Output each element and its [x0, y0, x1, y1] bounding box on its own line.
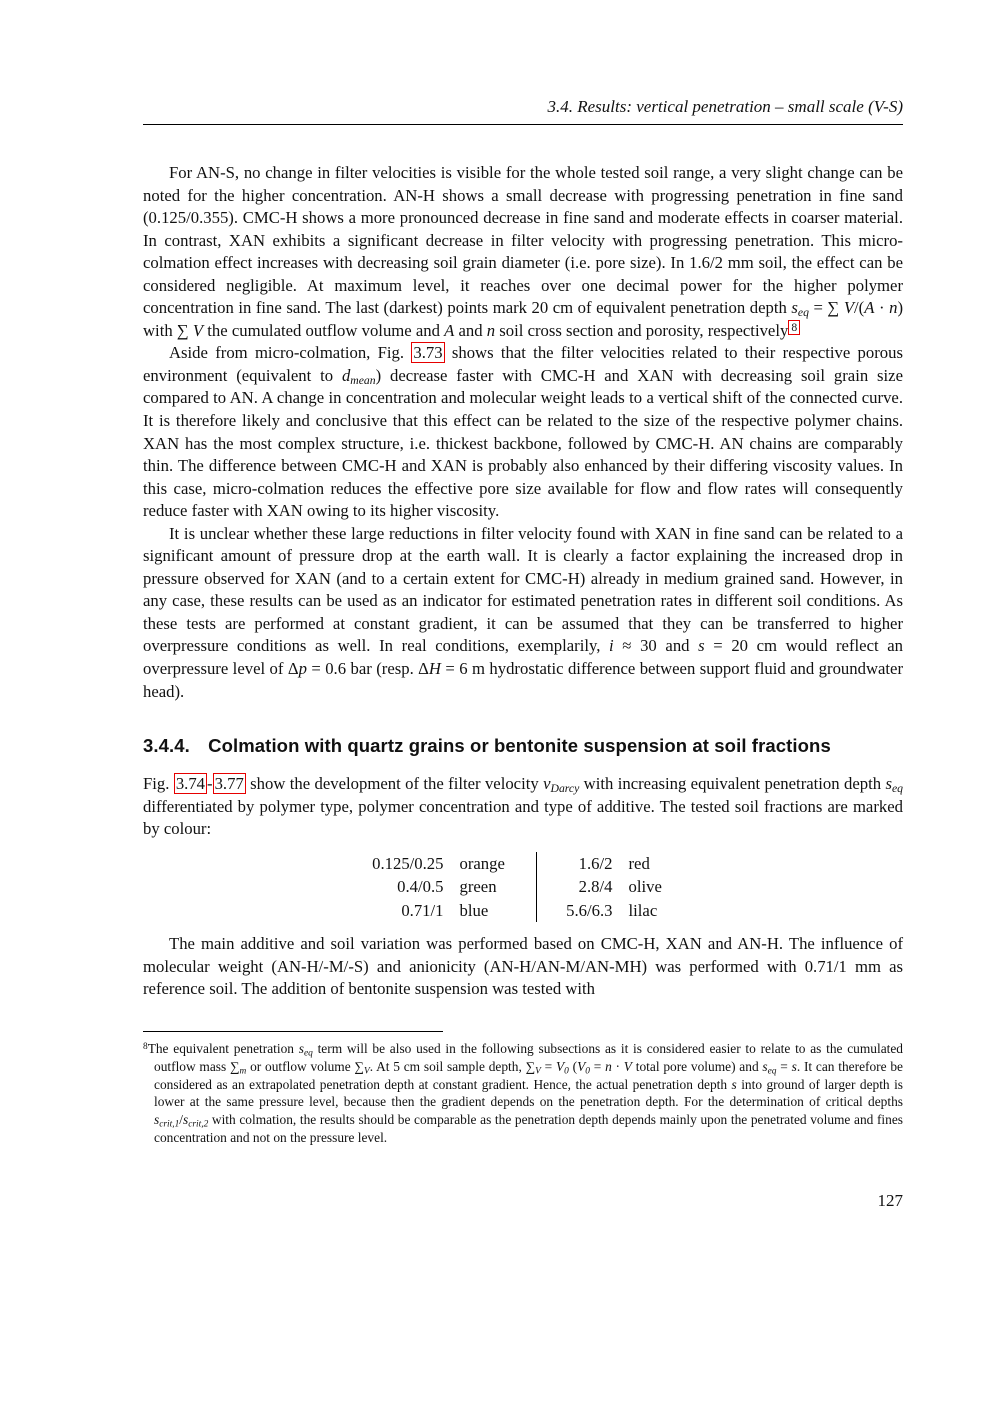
- text-segment: Aside from micro-colmation, Fig.: [169, 343, 412, 363]
- text-segment: m: [239, 1066, 247, 1077]
- text-segment: V: [577, 1058, 586, 1074]
- text-segment: V: [535, 1066, 541, 1077]
- text-segment: n: [889, 298, 898, 318]
- text-segment: s: [298, 1040, 304, 1056]
- table-row: [356, 852, 522, 876]
- text-segment: 0: [585, 1066, 590, 1077]
- text-segment: s: [885, 774, 892, 794]
- footnote-8: [143, 1040, 903, 1147]
- colour-name: green: [459, 877, 497, 897]
- text-segment: s: [154, 1112, 160, 1128]
- text-segment: soil cross section and porosity, respectively: [495, 320, 789, 340]
- figure-ref-link[interactable]: 3.73: [413, 343, 443, 363]
- fraction-table-left-column: [356, 852, 522, 923]
- fraction-range: 0.4/0.5: [397, 877, 444, 897]
- table-row: [356, 875, 522, 899]
- text-segment: differentiated by polymer type, polymer concentration and type of additive. The tested soil fractions are marked by colour:: [143, 796, 903, 839]
- text-segment: d: [341, 365, 351, 385]
- footnote-rule: [143, 1031, 443, 1032]
- text-segment: A: [444, 320, 455, 340]
- figure-ref-link[interactable]: 3.77: [214, 774, 244, 794]
- text-segment: eq: [767, 1066, 777, 1077]
- text-segment: with colmation, the results should be comparable as the penetration depth depends mainly upon the penetrated volume and fines concentration and not on the pressure level.: [154, 1112, 903, 1145]
- text-segment: and: [454, 320, 487, 340]
- colour-name: lilac: [628, 900, 658, 920]
- table-divider: [536, 852, 537, 923]
- text-segment: shows that the filter velocities related to their respective porous environment (equivalent to: [143, 343, 903, 385]
- paragraph-5: [143, 933, 903, 1001]
- text-segment: s: [791, 1058, 797, 1074]
- text-segment: s: [791, 298, 798, 318]
- table-row: [551, 875, 691, 899]
- text-segment: For AN-S, no change in filter velocities is visible for the whole tested soil range, a very slight change can be noted for the higher concentration. AN-H shows a small decrease with progressing penetration in fine sand (0.125/0.355). CMC-H shows a more pronounced decrease in fine sand and moderate effects in coarser material. In contrast, XAN exhibits a significant decrease in filter velocity with progressing penetration. This micro-colmation effect increases with decreasing soil grain diameter (i.e. pore size). In 1.6/2 mm soil, the effect can be considered negligible. At maximum level, it reaches over one decimal power for the higher polymer concentration in fine sand. The last (darkest) points mark 20 cm of equivalent penetration depth: [143, 163, 903, 318]
- text-segment: ≈ 30 and: [613, 636, 699, 656]
- text-segment: v: [543, 774, 551, 794]
- paragraph-4: [143, 773, 903, 841]
- soil-fraction-colour-table: [143, 852, 903, 923]
- fraction-table-right-column: [551, 852, 691, 923]
- text-segment: V: [192, 320, 204, 340]
- text-segment: s: [183, 1112, 189, 1128]
- text-segment: V: [555, 1058, 565, 1074]
- fraction-range: 1.6/2: [578, 853, 613, 873]
- paragraph-1: [143, 162, 903, 342]
- section-number: 3.4.4.: [143, 735, 190, 757]
- colour-name: blue: [459, 900, 489, 920]
- footnote-marker-link[interactable]: 8: [788, 320, 800, 335]
- content-column: [143, 97, 903, 1211]
- text-segment: . At 5 cm soil sample depth, ∑: [369, 1058, 536, 1074]
- text-segment: i: [609, 636, 614, 656]
- text-segment: ·: [874, 298, 890, 318]
- text-segment: s: [698, 636, 705, 656]
- colour-name: red: [628, 853, 650, 873]
- text-segment: into ground of larger depth is lower at the same pressure level, because then the gradient depends on the penetration depth. For the determination of critical depths: [154, 1076, 903, 1110]
- text-segment: =: [776, 1058, 792, 1074]
- table-row: [551, 852, 691, 876]
- text-segment: . It can therefore be considered as an extrapolated penetration depth at constant gradient. Hence, the actual penetration depth: [154, 1058, 904, 1092]
- text-segment: p: [298, 659, 307, 679]
- text-segment: =: [540, 1058, 556, 1074]
- page-number: 127: [877, 1190, 903, 1210]
- text-segment: The main additive and soil variation was performed based on CMC-H, XAN and AN-H. The influence of molecular weight (AN-H/-M/-S) and anionicity (AN-H/AN-M/AN-MH) was performed with 0.71/1 mm as reference soil. The addition of bentonite suspension was tested with: [143, 934, 903, 999]
- text-segment: V: [843, 298, 855, 318]
- figure-ref-link[interactable]: 3.74: [175, 774, 206, 794]
- running-header: [143, 97, 903, 124]
- text-segment: n: [486, 320, 496, 340]
- text-segment: = 6 m hydrostatic difference between support fluid and groundwater head).: [143, 659, 904, 701]
- text-segment: crit,2: [188, 1119, 209, 1130]
- text-segment: =: [589, 1058, 606, 1074]
- text-segment: (: [568, 1058, 578, 1074]
- text-segment: the cumulated outflow volume and: [203, 320, 445, 340]
- header-rule: [143, 124, 903, 125]
- text-segment: Fig.: [143, 774, 174, 794]
- text-segment: s: [762, 1058, 768, 1074]
- text-segment: /: [179, 1112, 184, 1128]
- text-segment: show the development of the filter velocity: [245, 774, 544, 794]
- text-segment: A: [864, 298, 875, 318]
- running-header-title: 3.4. Results: vertical penetration – small scale (V-S): [547, 97, 903, 116]
- text-segment: mean: [350, 373, 376, 387]
- section-heading: [143, 735, 903, 757]
- paragraph-2: [143, 342, 903, 522]
- text-segment: eq: [891, 782, 903, 796]
- text-segment: 0: [564, 1066, 569, 1077]
- fraction-range: 5.6/6.3: [566, 900, 613, 920]
- text-segment: ·: [611, 1058, 624, 1074]
- text-segment: crit,1: [159, 1119, 180, 1130]
- text-segment: 8: [143, 1041, 148, 1052]
- text-segment: /(: [854, 298, 865, 318]
- text-segment: ) with ∑: [143, 298, 903, 340]
- text-segment: Darcy: [550, 782, 580, 796]
- table-row: [356, 899, 522, 923]
- section-title: Colmation with quartz grains or bentonite suspension at soil fractions: [208, 735, 831, 757]
- text-segment: V: [363, 1066, 370, 1077]
- text-segment: eq: [303, 1048, 313, 1059]
- fraction-range: 0.125/0.25: [372, 853, 444, 873]
- text-segment: or outflow volume ∑: [246, 1058, 364, 1074]
- text-segment: s: [731, 1076, 737, 1092]
- paragraph-3: [143, 523, 903, 703]
- text-segment: It is unclear whether these large reductions in filter velocity found with XAN in fine sand can be related to a significant amount of pressure drop at the earth wall. It is clearly a factor explaining the increased drop in pressure observed for XAN (and to a certain extent for CMC-H) already in medium grained sand. However, in any case, these results can be used as an indicator for estimated penetration rates in different soil conditions. As these tests are performed at constant gradient, it can be assumed that they can be transferred to higher overpressure conditions as well. In real conditions, exemplarily,: [143, 523, 903, 656]
- text-segment: -: [207, 774, 213, 794]
- text-segment: The equivalent penetration: [147, 1040, 299, 1056]
- text-segment: with increasing equivalent penetration depth: [579, 774, 886, 794]
- text-segment: = 0.6 bar (resp. Δ: [306, 659, 429, 679]
- text-segment: eq: [797, 306, 809, 320]
- text-segment: V: [623, 1058, 632, 1074]
- colour-name: orange: [459, 853, 505, 873]
- fraction-range: 0.71/1: [401, 900, 444, 920]
- colour-name: olive: [628, 877, 662, 897]
- text-segment: total pore volume) and: [631, 1058, 763, 1074]
- text-segment: = ∑: [808, 298, 844, 318]
- fraction-range: 2.8/4: [578, 877, 613, 897]
- text-segment: H: [428, 659, 441, 679]
- text-segment: term will be also used in the following subsections as it is considered easier to relate to as the cumulated outflow mass ∑: [154, 1040, 903, 1074]
- text-segment: ) decrease faster with CMC-H and XAN with decreasing soil grain size compared to AN. A change in concentration and molecular weight leads to a vertical shift of the connected curve. It is therefore likely and conclusive that this effect can be related to the size of the respective polymer chains. XAN has the most complex structure, i.e. thickest backbone, followed by CMC-H. AN chains are comparably thin. The difference between CMC-H and XAN is probably also enhanced by their differing viscosity values. In this case, micro-colmation reduces the effective pore size available for flow and flow rates will consequently reduce faster with XAN owing to its higher viscosity.: [143, 365, 903, 521]
- text-segment: n: [605, 1058, 612, 1074]
- table-row: [551, 899, 691, 923]
- text-segment: = 20 cm would reflect an overpressure level of Δ: [143, 636, 903, 679]
